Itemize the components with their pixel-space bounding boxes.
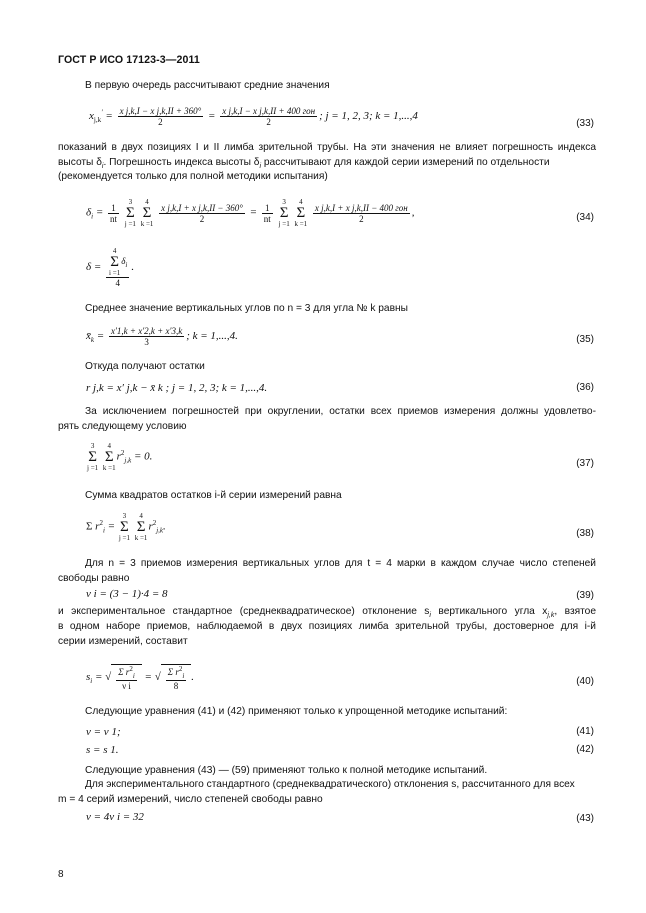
paragraph-freedom-2: свободы равно <box>58 573 130 584</box>
paragraph-full-1: Следующие уравнения (43) — (59) применяют только к полной методике испытаний. <box>85 765 488 776</box>
paragraph-full-3: m = 4 серий измерений, число степеней свободы равно <box>58 794 323 805</box>
equation-37: 3 Σ j =1 4 Σ k =1 $r^2_{j,k} = 0$. <box>87 442 153 472</box>
equation-number-34: (34) <box>576 212 594 223</box>
paragraph-stddev-1: и экспериментальное стандартное (среднеквадратическое) отклонение $s_i$ вертикального угла $x_{j,k}$, взятое <box>58 606 597 620</box>
equation-number-42: (42) <box>576 744 594 755</box>
equation-number-35: (35) <box>576 334 594 345</box>
paragraph-residuals: Откуда получают остатки <box>85 361 205 372</box>
equation-39: ν i = (3 − 1)·4 = 8 <box>86 588 168 600</box>
page-number: 8 <box>58 869 64 880</box>
paragraph-index-3: (рекомендуется только для полной методики испытания) <box>58 171 328 182</box>
equation-number-40: (40) <box>576 676 594 687</box>
equation-38: Σ $r^2_i$ = 3 Σ j =1 4 Σ k =1 $r^2_{j,k}$. <box>86 512 166 542</box>
equation-36: r j,k = x′ j,k − x̄ k ; j = 1, 2, 3; k = 1,...,4. <box>86 382 268 394</box>
equation-delta-mean: δ = 4 Σ i =1 $\delta_i$ 4 . <box>86 247 135 288</box>
equation-33: $x_{j,k}'$ = $\frac{\text{x j,k,I − x j,k,II + 360°}}{2}$ = $\frac{\text{x j,k,I − x j,k,II + 400 гон}}{2}$ ; j = 1, 2, 3; k = 1,...,4 <box>89 106 418 127</box>
document-header: ГОСТ Р ИСО 17123-3—2011 <box>58 54 200 66</box>
paragraph-simplified: Следующие уравнения (41) и (42) применяют только к упрощенной методике испытаний: <box>85 706 508 717</box>
paragraph-stddev-2: в одном наборе приемов, наблюдаемой в двух позициях лимба зрительной трубы, достоверное для i-й <box>58 621 596 632</box>
equation-number-33: (33) <box>576 118 594 129</box>
paragraph-sum-squares: Сумма квадратов остатков i-й серии измерений равна <box>85 490 342 501</box>
paragraph-rounding-1: За исключением погрешностей при округлении, остатки всех приемов измерения должны удовлетво- <box>85 406 596 417</box>
equation-43: ν = 4ν i = 32 <box>86 811 144 823</box>
paragraph-intro: В первую очередь рассчитывают средние значения <box>85 80 330 91</box>
paragraph-rounding-2: рять следующему условию <box>58 421 187 432</box>
equation-number-39: (39) <box>576 590 594 601</box>
equation-number-36: (36) <box>576 382 594 393</box>
equation-42: s = s 1. <box>86 744 119 756</box>
equation-number-38: (38) <box>576 528 594 539</box>
equation-number-37: (37) <box>576 458 594 469</box>
paragraph-freedom-1: Для n = 3 приемов измерения вертикальных углов для t = 4 марки в каждом случае число степеней <box>85 558 596 569</box>
paragraph-full-2: Для экспериментального стандартного (среднеквадратического) отклонения s, рассчитанного для всех <box>85 779 575 790</box>
equation-40: $s_i$ = √ $\frac{\Sigma r^2_i}{\text{ν i}}$ = √ $\frac{\Sigma r^2_i}{8}$ . <box>86 665 195 691</box>
equation-41: ν = ν 1; <box>86 726 121 738</box>
equation-number-41: (41) <box>576 726 594 737</box>
equation-34: $\delta_i$ = $\frac{1}{nt}$ 3 Σ j =1 4 Σ k =1 $\frac{\text{x j,k,I + x j,k,II − 360°}}{2}$ = $\frac{1}{nt}$ 3 Σ j =1 4 Σ k =1 $\frac{\text{x j,k,I + x j,k,II − 400 гон}}{2}$ , <box>86 198 415 228</box>
equation-35: $x̄_k$ = $\frac{x'1,k + x'2,k + x'3,k}{3}$ ; k = 1,...,4. <box>86 326 238 347</box>
paragraph-stddev-3: серии измерений, составит <box>58 636 188 647</box>
paragraph-index-1: показаний в двух позициях I и II лимба зрительной трубы. На эти значения не влияет погрешность индекса <box>58 142 596 153</box>
paragraph-index-2: высоты $\delta_i$. Погрешность индекса высоты $\delta_i$ рассчитывают для каждой серии измерений по отдельности <box>58 157 550 171</box>
paragraph-mean-vertical: Среднее значение вертикальных углов по n = 3 для угла № k равны <box>85 303 408 314</box>
equation-number-43: (43) <box>576 813 594 824</box>
